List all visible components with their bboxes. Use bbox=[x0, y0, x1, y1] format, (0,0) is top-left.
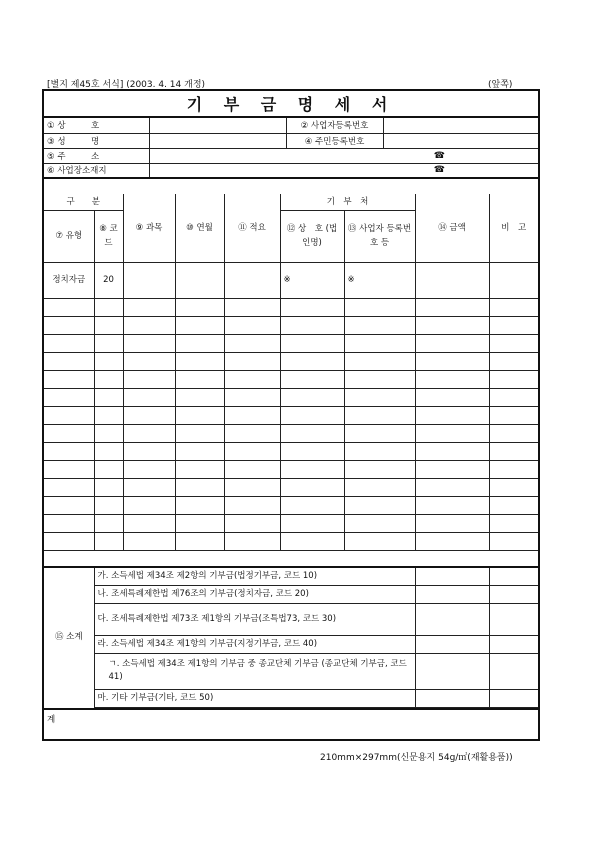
table-row bbox=[44, 352, 538, 370]
entry-cell[interactable] bbox=[175, 460, 224, 478]
donee-reg-cell: ※ bbox=[344, 262, 415, 298]
entry-cell[interactable] bbox=[123, 370, 175, 388]
bizno-label: ② 사업자등록번호 bbox=[286, 118, 383, 133]
subtotal-remark[interactable] bbox=[489, 689, 538, 707]
entry-cell[interactable] bbox=[44, 424, 94, 442]
entry-cell[interactable] bbox=[280, 334, 344, 352]
entry-cell[interactable] bbox=[344, 496, 415, 514]
table-row bbox=[44, 496, 538, 514]
workplace-label: ⑥ 사업장소재지 bbox=[44, 163, 149, 178]
entry-cell[interactable] bbox=[489, 352, 538, 370]
entry-cell[interactable] bbox=[280, 514, 344, 532]
remarks-header: 비 고 bbox=[489, 194, 538, 262]
donee-name-header: ⑫ 상 호 (법인명) bbox=[280, 210, 344, 262]
entry-cell[interactable] bbox=[280, 478, 344, 496]
entry-cell[interactable] bbox=[94, 496, 123, 514]
donee-name-cell: ※ bbox=[280, 262, 344, 298]
entry-cell[interactable] bbox=[415, 496, 489, 514]
subtotal-table bbox=[44, 566, 538, 731]
entry-cell[interactable] bbox=[344, 478, 415, 496]
info-table bbox=[44, 118, 538, 179]
entry-cell[interactable] bbox=[94, 478, 123, 496]
entry-cell[interactable] bbox=[415, 370, 489, 388]
entry-cell[interactable] bbox=[94, 514, 123, 532]
subtotal-item: 다. 조세특례제한법 제73조 제1항의 기부금(조특법73, 코드 30) bbox=[94, 603, 415, 635]
entry-cell[interactable] bbox=[123, 334, 175, 352]
table-row bbox=[44, 424, 538, 442]
page-side: (앞쪽) bbox=[488, 80, 513, 90]
type-cell: 정치자금 bbox=[44, 262, 94, 298]
entry-cell[interactable] bbox=[224, 370, 280, 388]
entry-cell[interactable] bbox=[415, 334, 489, 352]
entry-cell[interactable] bbox=[94, 460, 123, 478]
entry-cell[interactable] bbox=[280, 532, 344, 550]
entry-cell[interactable] bbox=[94, 352, 123, 370]
entry-cell[interactable] bbox=[280, 460, 344, 478]
summary-header: ⑪ 적요 bbox=[224, 194, 280, 262]
entry-cell[interactable] bbox=[415, 514, 489, 532]
idno-field[interactable] bbox=[383, 133, 538, 148]
table-row bbox=[44, 406, 538, 424]
subtotal-remark[interactable] bbox=[489, 653, 538, 689]
entry-cell[interactable] bbox=[94, 406, 123, 424]
entry-cell[interactable] bbox=[94, 334, 123, 352]
entry-cell[interactable] bbox=[344, 370, 415, 388]
entry-cell[interactable] bbox=[344, 334, 415, 352]
code-cell: 20 bbox=[94, 262, 123, 298]
entry-cell[interactable] bbox=[344, 298, 415, 316]
entry-cell[interactable] bbox=[415, 298, 489, 316]
entry-cell[interactable] bbox=[489, 406, 538, 424]
gubun-header: 구 분 bbox=[44, 194, 123, 210]
entry-cell[interactable] bbox=[44, 532, 94, 550]
entry-cell[interactable] bbox=[489, 460, 538, 478]
table-row bbox=[44, 298, 538, 316]
entry-cell[interactable] bbox=[44, 370, 94, 388]
summary-cell[interactable] bbox=[224, 262, 280, 298]
company-field[interactable] bbox=[149, 118, 286, 133]
subtotal-remark[interactable] bbox=[489, 603, 538, 635]
entry-cell[interactable] bbox=[44, 298, 94, 316]
entry-cell[interactable] bbox=[415, 316, 489, 334]
entry-cell[interactable] bbox=[415, 532, 489, 550]
subtotal-item: ㄱ. 소득세법 제34조 제1항의 기부금 중 종교단체 기부금 (종교단체 기부금, 코드 41) bbox=[94, 653, 415, 689]
entry-cell[interactable] bbox=[175, 298, 224, 316]
date-header: ⑩ 연월 bbox=[175, 194, 224, 262]
entry-cell[interactable] bbox=[489, 334, 538, 352]
entry-cell[interactable] bbox=[344, 532, 415, 550]
table-row bbox=[44, 478, 538, 496]
entry-cell[interactable] bbox=[44, 442, 94, 460]
entry-cell[interactable] bbox=[489, 532, 538, 550]
entry-cell[interactable] bbox=[123, 352, 175, 370]
subtotal-item: 나. 조세특례제한법 제76조의 기부금(정치자금, 코드 20) bbox=[94, 585, 415, 603]
entry-cell[interactable] bbox=[224, 334, 280, 352]
table-row bbox=[44, 262, 538, 298]
subtotal-item: 가. 소득세법 제34조 제2항의 기부금(법정기부금, 코드 10) bbox=[94, 567, 415, 585]
entry-cell[interactable] bbox=[94, 424, 123, 442]
entry-cell[interactable] bbox=[280, 388, 344, 406]
entry-cell[interactable] bbox=[175, 478, 224, 496]
entry-cell[interactable] bbox=[224, 352, 280, 370]
entry-cell[interactable] bbox=[123, 442, 175, 460]
entry-cell[interactable] bbox=[344, 514, 415, 532]
total-label: 계 bbox=[44, 709, 538, 731]
entry-cell[interactable] bbox=[415, 352, 489, 370]
subject-header: ⑨ 과목 bbox=[123, 194, 175, 262]
entry-cell[interactable] bbox=[94, 442, 123, 460]
idno-label: ④ 주민등록번호 bbox=[286, 133, 383, 148]
entry-cell[interactable] bbox=[123, 514, 175, 532]
entry-cell[interactable] bbox=[123, 460, 175, 478]
entry-cell[interactable] bbox=[175, 514, 224, 532]
entry-cell[interactable] bbox=[123, 496, 175, 514]
address-label: ⑤ 주 소 bbox=[44, 148, 149, 163]
entry-cell[interactable] bbox=[415, 424, 489, 442]
subtotal-remark[interactable] bbox=[489, 635, 538, 653]
form-number: [별지 제45호 서식] (2003. 4. 14 개정) bbox=[47, 80, 206, 90]
entry-cell[interactable] bbox=[94, 316, 123, 334]
subtotal-remark[interactable] bbox=[489, 585, 538, 603]
entry-cell[interactable] bbox=[44, 334, 94, 352]
entry-cell[interactable] bbox=[94, 388, 123, 406]
entry-cell[interactable] bbox=[280, 406, 344, 424]
entry-cell[interactable] bbox=[123, 316, 175, 334]
entry-cell[interactable] bbox=[489, 388, 538, 406]
entry-cell[interactable] bbox=[123, 532, 175, 550]
bizno-field[interactable] bbox=[383, 118, 538, 133]
entry-cell[interactable] bbox=[123, 406, 175, 424]
entry-cell[interactable] bbox=[175, 442, 224, 460]
workplace-field[interactable] bbox=[149, 163, 538, 178]
entry-cell[interactable] bbox=[344, 460, 415, 478]
code-header: ⑧ 코드 bbox=[94, 210, 123, 262]
entry-cell[interactable] bbox=[94, 370, 123, 388]
entry-cell[interactable] bbox=[489, 370, 538, 388]
entry-cell[interactable] bbox=[344, 388, 415, 406]
entry-cell[interactable] bbox=[224, 478, 280, 496]
remarks-cell[interactable] bbox=[489, 262, 538, 298]
subtotal-amount[interactable] bbox=[415, 635, 489, 653]
entry-cell[interactable] bbox=[489, 442, 538, 460]
table-row bbox=[44, 388, 538, 406]
table-row bbox=[44, 532, 538, 550]
entry-cell[interactable] bbox=[280, 316, 344, 334]
entry-cell[interactable] bbox=[44, 460, 94, 478]
entry-cell[interactable] bbox=[123, 298, 175, 316]
entry-cell[interactable] bbox=[344, 424, 415, 442]
entry-cell[interactable] bbox=[415, 442, 489, 460]
date-cell[interactable] bbox=[175, 262, 224, 298]
entry-cell[interactable] bbox=[44, 406, 94, 424]
table-row bbox=[44, 442, 538, 460]
entry-cell[interactable] bbox=[224, 424, 280, 442]
entry-cell[interactable] bbox=[224, 532, 280, 550]
entry-cell[interactable] bbox=[344, 316, 415, 334]
subtotal-remark[interactable] bbox=[489, 567, 538, 585]
amount-cell[interactable] bbox=[415, 262, 489, 298]
entry-cell[interactable] bbox=[344, 352, 415, 370]
entry-cell[interactable] bbox=[123, 388, 175, 406]
entry-cell[interactable] bbox=[44, 316, 94, 334]
entry-cell[interactable] bbox=[44, 352, 94, 370]
entry-cell[interactable] bbox=[280, 352, 344, 370]
entry-cell[interactable] bbox=[44, 496, 94, 514]
entry-cell[interactable] bbox=[415, 460, 489, 478]
entry-cell[interactable] bbox=[175, 496, 224, 514]
entry-cell[interactable] bbox=[344, 442, 415, 460]
entry-cell[interactable] bbox=[224, 298, 280, 316]
entry-cell[interactable] bbox=[224, 514, 280, 532]
entry-cell[interactable] bbox=[280, 442, 344, 460]
entry-cell[interactable] bbox=[489, 514, 538, 532]
entry-cell[interactable] bbox=[415, 388, 489, 406]
subject-cell[interactable] bbox=[123, 262, 175, 298]
company-label: ① 상 호 bbox=[44, 118, 149, 133]
entry-cell[interactable] bbox=[224, 388, 280, 406]
entry-cell[interactable] bbox=[280, 370, 344, 388]
table-row bbox=[44, 370, 538, 388]
entry-cell[interactable] bbox=[489, 298, 538, 316]
entry-cell[interactable] bbox=[175, 334, 224, 352]
entry-cell[interactable] bbox=[280, 496, 344, 514]
subtotal-amount[interactable] bbox=[415, 603, 489, 635]
subtotal-amount[interactable] bbox=[415, 567, 489, 585]
subtotal-item: 마. 기타 기부금(기타, 코드 50) bbox=[94, 689, 415, 707]
entry-cell[interactable] bbox=[175, 424, 224, 442]
form-frame bbox=[42, 89, 540, 741]
entry-cell[interactable] bbox=[280, 298, 344, 316]
subtotal-amount[interactable] bbox=[415, 689, 489, 707]
name-label: ③ 성 명 bbox=[44, 133, 149, 148]
donee-reg-header: ⑬ 사업자 등록번호 등 bbox=[344, 210, 415, 262]
entry-cell[interactable] bbox=[175, 388, 224, 406]
entry-cell[interactable] bbox=[94, 532, 123, 550]
entry-cell[interactable] bbox=[224, 406, 280, 424]
subtotal-amount[interactable] bbox=[415, 653, 489, 689]
phone-icon: ☎ bbox=[433, 150, 445, 161]
entry-cell[interactable] bbox=[123, 478, 175, 496]
subtotal-item: 라. 소득세법 제34조 제1항의 기부금(지정기부금, 코드 40) bbox=[94, 635, 415, 653]
entry-cell[interactable] bbox=[344, 406, 415, 424]
table-row bbox=[44, 316, 538, 334]
entry-cell[interactable] bbox=[224, 316, 280, 334]
table-row bbox=[44, 514, 538, 532]
entry-cell[interactable] bbox=[175, 370, 224, 388]
entry-cell[interactable] bbox=[44, 388, 94, 406]
entry-cell[interactable] bbox=[280, 424, 344, 442]
entry-cell[interactable] bbox=[489, 316, 538, 334]
entry-cell[interactable] bbox=[175, 406, 224, 424]
entry-cell[interactable] bbox=[123, 424, 175, 442]
entry-cell[interactable] bbox=[415, 478, 489, 496]
entry-cell[interactable] bbox=[224, 496, 280, 514]
entry-cell[interactable] bbox=[489, 478, 538, 496]
entry-cell[interactable] bbox=[489, 424, 538, 442]
type-header: ⑦ 유형 bbox=[44, 210, 94, 262]
phone-icon: ☎ bbox=[433, 165, 445, 176]
subtotal-amount[interactable] bbox=[415, 585, 489, 603]
paper-spec: 210mm×297mm(신문용지 54g/㎡(재활용품)) bbox=[320, 753, 513, 763]
amount-header: ⑭ 금액 bbox=[415, 194, 489, 262]
entry-cell[interactable] bbox=[175, 352, 224, 370]
entry-cell[interactable] bbox=[175, 316, 224, 334]
entry-cell[interactable] bbox=[415, 406, 489, 424]
entry-cell[interactable] bbox=[44, 514, 94, 532]
donation-grid bbox=[44, 194, 538, 551]
subtotal-label: ⑮ 소계 bbox=[44, 567, 94, 709]
form-title: 기 부 금 명 세 서 bbox=[44, 91, 538, 118]
entry-cell[interactable] bbox=[175, 532, 224, 550]
donee-header: 기 부 처 bbox=[280, 194, 415, 210]
address-field[interactable] bbox=[149, 148, 538, 163]
entry-cell[interactable] bbox=[224, 442, 280, 460]
entry-cell[interactable] bbox=[94, 298, 123, 316]
entry-cell[interactable] bbox=[489, 496, 538, 514]
table-row bbox=[44, 460, 538, 478]
entry-cell[interactable] bbox=[224, 460, 280, 478]
name-field[interactable] bbox=[149, 133, 286, 148]
table-row bbox=[44, 334, 538, 352]
entry-cell[interactable] bbox=[44, 478, 94, 496]
